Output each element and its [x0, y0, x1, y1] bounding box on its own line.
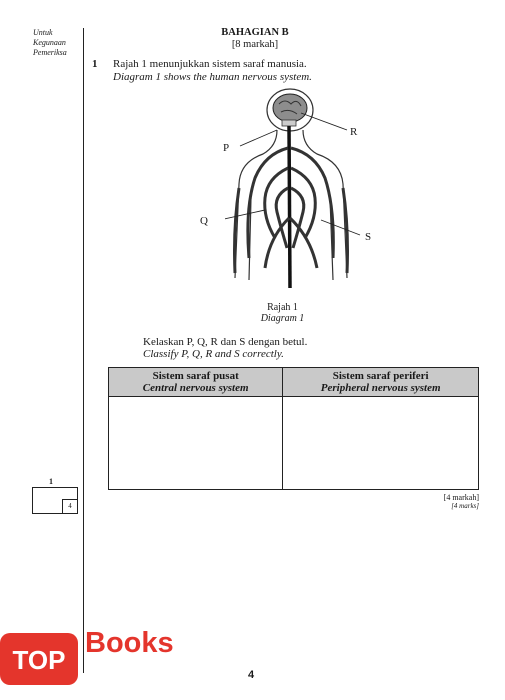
max-marks-box: 4 — [62, 499, 77, 513]
answer-cell-peripheral[interactable] — [283, 397, 479, 490]
margin-divider — [83, 28, 84, 673]
examiner-use-note — [33, 28, 67, 58]
margin-note-line-3: Pemeriksa — [33, 48, 67, 57]
nervous-system-diagram — [225, 88, 375, 300]
question-text-malay: Rajah 1 menunjukkan sistem saraf manusia. — [113, 58, 307, 70]
label-s: S — [365, 231, 372, 243]
instruction-malay: Kelaskan P, Q, R dan S dengan betul. — [143, 336, 308, 348]
margin-note-line-2: Kegunaan — [33, 38, 66, 47]
page-number: 4 — [248, 669, 255, 681]
label-r: R — [350, 126, 358, 138]
answer-cell-central[interactable] — [109, 397, 283, 490]
label-q: Q — [200, 215, 208, 227]
label-p: P — [223, 142, 230, 154]
marks-allocation — [444, 493, 479, 511]
side-question-number: 1 — [49, 477, 53, 486]
margin-note-line-1: Untuk — [33, 28, 53, 37]
caption-english: Diagram 1 — [260, 313, 305, 324]
header-peripheral — [283, 368, 479, 397]
svg-text:TOP: TOP — [12, 645, 66, 675]
header-peripheral-malay: Sistem saraf periferi — [332, 370, 429, 382]
classification-table — [108, 367, 479, 490]
section-marks: [8 markah] — [231, 39, 279, 50]
header-central-malay: Sistem saraf pusat — [152, 370, 239, 382]
header-central-english: Central nervous system — [142, 382, 249, 394]
caption-malay: Rajah 1 — [267, 302, 298, 313]
instruction-english: Classify P, Q, R and S correctly. — [143, 348, 284, 360]
instruction — [143, 336, 307, 360]
marks-malay: [4 markah] — [443, 493, 479, 502]
question-number: 1 — [92, 58, 98, 70]
top-logo-icon — [0, 625, 80, 695]
diagram-caption — [245, 302, 320, 324]
header-central — [109, 368, 283, 397]
marks-english: [4 marks] — [451, 502, 479, 510]
books-text: Books — [85, 627, 174, 659]
question-text — [113, 58, 312, 84]
question-text-english: Diagram 1 shows the human nervous system. — [113, 71, 312, 83]
section-title: BAHAGIAN B — [221, 27, 289, 38]
header-peripheral-english: Peripheral nervous system — [320, 382, 441, 394]
